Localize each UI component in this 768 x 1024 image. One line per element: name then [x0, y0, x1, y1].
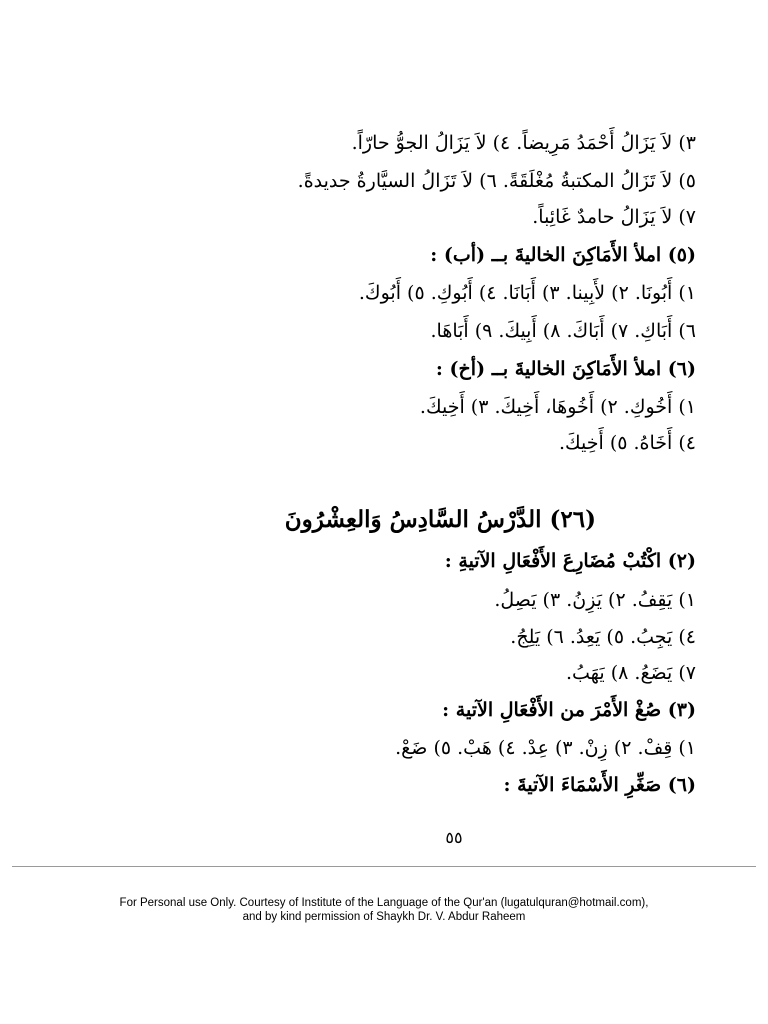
exercise-line: ٤) أَخَاهُ. ٥) أَخِيكَ.: [558, 432, 696, 454]
exercise-line: ١) قِفْ. ٢) زِنْ. ٣) عِدْ. ٤) هَبْ. ٥) ضَعْ.: [395, 737, 696, 759]
footer-divider: [12, 866, 756, 867]
exercise-line: ٦) أَبَاكِ. ٧) أَبَاكَ. ٨) أَبِيكَ. ٩) أَبَاهَا.: [430, 320, 696, 342]
exercise-line: ١) أَبُونَا. ٢) لأَبِينا. ٣) أَبَانَا. ٤) أَبُوكِ. ٥) أَبُوكَ.: [358, 282, 696, 304]
lesson-title: (٢٦) الدَّرْسُ السَّادِسُ وَالعِشْرُونَ: [284, 506, 596, 533]
exercise-line: ٧) لاَ يَزَالُ حامدٌ غَائِباً.: [532, 206, 696, 228]
exercise-heading: (٣) صُغْ الأَمْرَ من الأَفْعَالِ الآتية :: [442, 699, 696, 721]
exercise-line: ٥) لاَ تَزَالُ المكتبةُ مُغْلَقَةً. ٦) لاَ تَزَالُ السيَّارةُ جديدةً.: [297, 170, 696, 192]
page-number: ٥٥: [445, 828, 463, 847]
exercise-heading: (٦) املأ الأَمَاكِنَ الخاليةَ بــ (أخ) :: [435, 358, 696, 380]
exercise-line: ٣) لاَ يَزَالُ أَحْمَدُ مَرِيضاً. ٤) لاَ يَزَالُ الجوُّ حارّاً.: [351, 132, 696, 154]
footer-line-2: and by kind permission of Shaykh Dr. V. Abdur Raheem: [242, 911, 526, 923]
exercise-line: ١) يَقِفُ. ٢) يَزِنُ. ٣) يَصِلُ.: [494, 589, 696, 611]
footer: [0, 896, 768, 924]
exercise-line: ٧) يَضَعُ. ٨) يَهَبُ.: [565, 662, 696, 684]
exercise-heading: (٢) اكْتُبْ مُضَارِعَ الأَفْعَالِ الآتيةِ :: [444, 550, 696, 572]
exercise-heading: (٥) املأ الأَمَاكِنَ الخاليةَ بــ (أب) :: [430, 244, 696, 266]
exercise-heading: (٦) صَغِّرِ الأَسْمَاءَ الآتيةَ :: [503, 774, 696, 796]
footer-line-1: For Personal use Only. Courtesy of Institute of the Language of the Qur'an (lugatulquran@hotmail.com),: [119, 897, 649, 909]
exercise-line: ٤) يَجِبُ. ٥) يَعِدُ. ٦) يَلِجُ.: [510, 626, 696, 648]
exercise-line: ١) أَخُوكِ. ٢) أَخُوهَا، أَخِيكَ. ٣) أَخِيكَ.: [419, 396, 696, 418]
